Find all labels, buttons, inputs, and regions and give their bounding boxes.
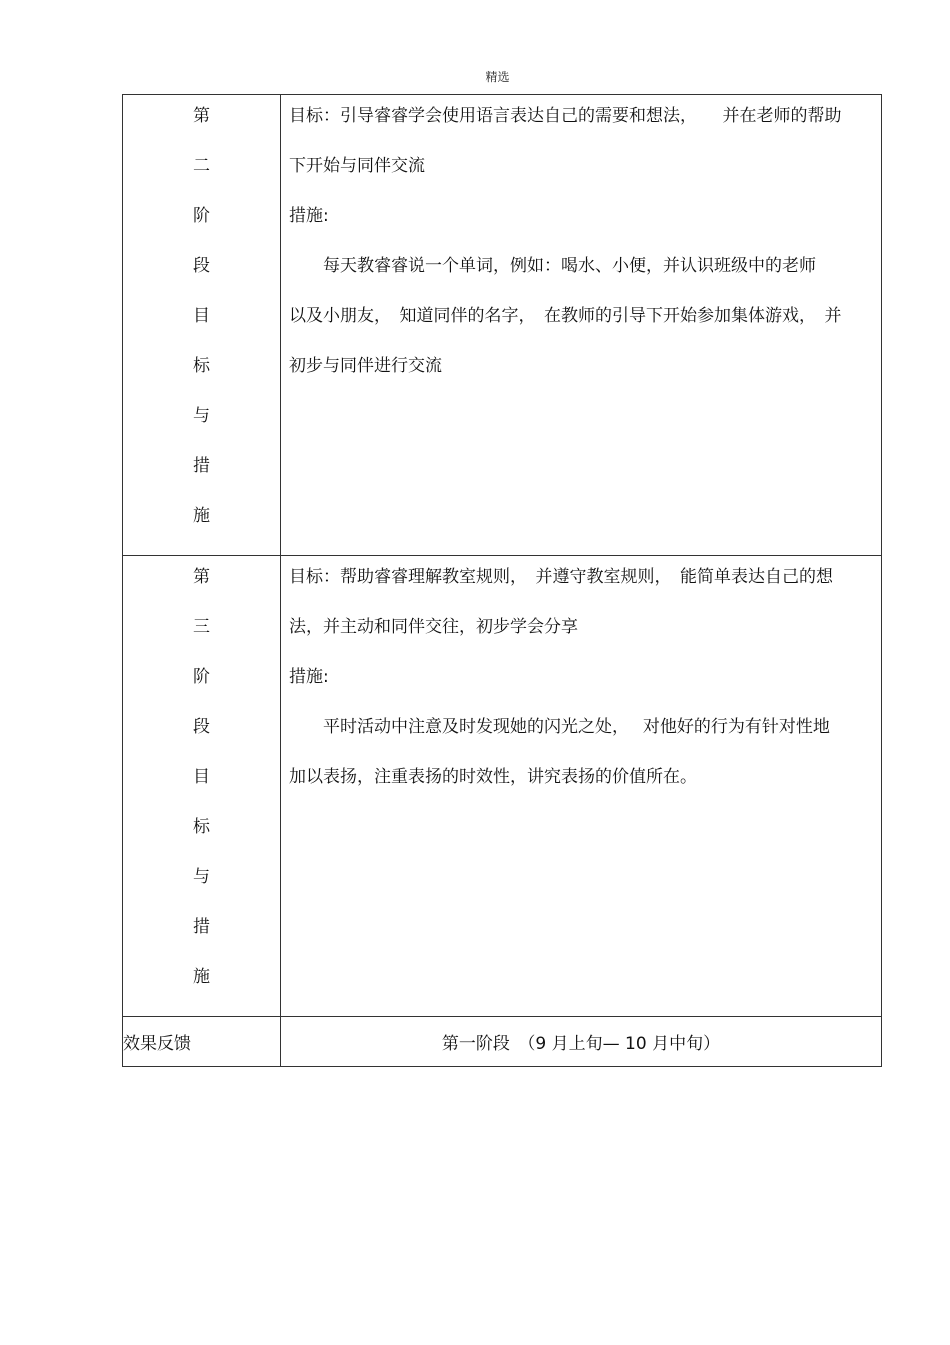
stage3-label-cell (123, 556, 281, 1017)
stage3-label-char: 与 (193, 867, 210, 887)
stage2-label-char: 第 (193, 106, 210, 126)
stage2-measures-line: 每天教睿睿说一个单词，例如：喝水、小便，并认识班级中的老师 (323, 256, 816, 276)
page-header: 精选 (485, 70, 510, 84)
stage3-measures-heading: 措施: (289, 667, 329, 687)
stage2-measures-line: 以及小朋友， 知道同伴的名字， 在教师的引导下开始参加集体游戏， 并 (289, 306, 842, 326)
feedback-row (123, 1017, 882, 1067)
stage2-row (123, 95, 882, 556)
stage2-goal-line: 目标：引导睿睿学会使用语言表达自己的需要和想法， 并在老师的帮助 (289, 106, 842, 126)
stage2-label-char: 标 (193, 356, 210, 376)
stage2-content-cell (281, 95, 882, 556)
stage2-label-cell (123, 95, 281, 556)
stage2-label-char: 阶 (193, 206, 210, 226)
stage3-label-char: 三 (193, 617, 210, 637)
stage2-label-char: 与 (193, 406, 210, 426)
stage2-label-char: 措 (193, 456, 210, 476)
stage3-goal-line: 目标：帮助睿睿理解教室规则， 并遵守教室规则， 能简单表达自己的想 (289, 567, 833, 587)
stage2-label-char: 二 (193, 156, 210, 176)
stage3-label-char: 目 (193, 767, 210, 787)
stage2-measures-line: 初步与同伴进行交流 (289, 356, 442, 376)
stage3-label-char: 第 (193, 567, 210, 587)
stage2-label-char: 目 (193, 306, 210, 326)
stage3-goal-line: 法，并主动和同伴交往，初步学会分享 (289, 617, 578, 637)
stage3-measures-line: 平时活动中注意及时发现她的闪光之处， 对他好的行为有针对性地 (323, 717, 830, 737)
stage2-label (123, 95, 280, 555)
stage3-row (123, 556, 882, 1017)
stage3-label-char: 措 (193, 917, 210, 937)
stage3-label (123, 556, 280, 1016)
stage2-label-char: 段 (193, 256, 210, 276)
stage2-goal-line: 下开始与同伴交流 (289, 156, 425, 176)
stage3-label-char: 段 (193, 717, 210, 737)
plan-table (122, 94, 882, 1067)
feedback-label: 效果反馈 (123, 1017, 281, 1067)
stage3-label-char: 标 (193, 817, 210, 837)
stage3-label-char: 施 (193, 967, 210, 987)
stage3-content-cell (281, 556, 882, 1017)
stage2-label-char: 施 (193, 506, 210, 526)
stage3-label-char: 阶 (193, 667, 210, 687)
stage3-measures-line: 加以表扬，注重表扬的时效性，讲究表扬的价值所在。 (289, 767, 697, 787)
feedback-value: 第一阶段 （9 月上旬— 10 月中旬） (281, 1017, 882, 1067)
stage2-measures-heading: 措施: (289, 206, 329, 226)
